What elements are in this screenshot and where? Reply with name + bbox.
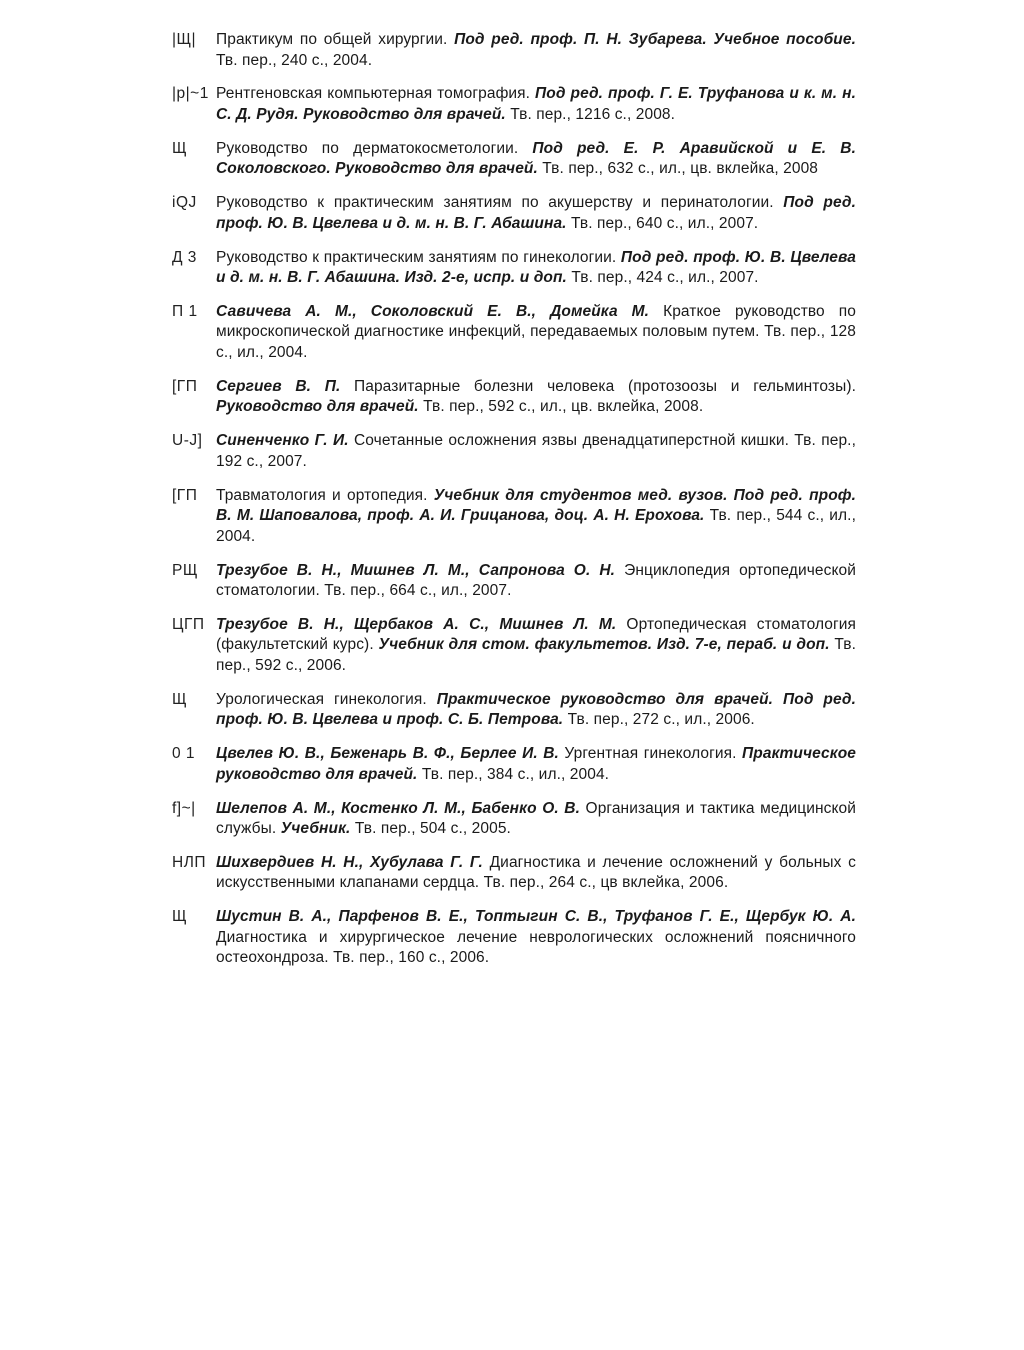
entry-text — [216, 615, 856, 677]
entry-plain-text: Организация и тактика медицинской службы. — [216, 799, 856, 838]
entry-text — [216, 302, 856, 364]
book-entry — [172, 486, 856, 548]
entry-plain-text: Травматология и ортопедия. — [216, 486, 434, 504]
entry-plain-text: Ортопедическая стоматология (факультетский курс). — [216, 615, 856, 654]
book-entry — [172, 302, 856, 364]
entry-plain-text: Тв. пер., 544 с., ил., 2004. — [216, 507, 856, 545]
entry-emphasis-text: Трезубое В. Н., Мишнев Л. М., Сапронова О. Н. — [216, 561, 616, 579]
entry-text — [216, 744, 856, 785]
entry-plain-text: Паразитарные болезни человека (протозоозы и гельминтозы). — [340, 377, 856, 395]
entry-plain-text: Тв. пер., 1216 с., 2008. — [505, 105, 676, 123]
entry-marker: [ГП — [172, 377, 198, 395]
entry-text — [216, 561, 856, 602]
entry-text — [216, 690, 856, 731]
entry-marker: ЦГП — [172, 615, 205, 633]
entry-text — [216, 248, 856, 289]
entry-plain-text: Энциклопедия ортопедической стоматологии. Тв. пер., 664 с., ил., 2007. — [216, 561, 856, 600]
entry-marker: Щ — [172, 908, 188, 926]
entry-plain-text: Рентгеновская компьютерная томография. — [216, 85, 536, 103]
entry-plain-text: Диагностика и хирургическое лечение неврологических осложнений поясничного остеохондроза. Тв. пер., 160 с., 2006. — [216, 928, 856, 967]
entry-plain-text: Диагностика и лечение осложнений у больных с искусственными клапанами сердца. Тв. пер., 264 с., цв вклейка, 2006. — [216, 853, 856, 892]
entry-text — [216, 431, 856, 472]
book-entry — [172, 744, 856, 785]
entry-plain-text: Тв. пер., 384 с., ил., 2004. — [417, 765, 610, 783]
entry-marker: U-J] — [172, 432, 203, 450]
book-entry — [172, 907, 856, 969]
entry-emphasis-text: Учебник для студентов мед. вузов. Под ред. проф. В. М. Шаповалова, проф. А. И. Грицанова, доц. А. Н. Ерохова. — [216, 486, 856, 525]
book-entry — [172, 248, 856, 289]
entry-text — [216, 377, 856, 418]
book-entry — [172, 30, 856, 71]
entry-text — [216, 799, 856, 840]
entry-plain-text: Ургентная гинекология. — [558, 745, 743, 763]
entry-emphasis-text: Шихвердиев Н. Н., Хубулава Г. Г. — [216, 853, 483, 871]
entry-marker: iQJ — [172, 194, 197, 212]
entry-text — [216, 84, 856, 125]
book-entry — [172, 799, 856, 840]
entry-marker: f]~| — [172, 799, 196, 817]
entry-emphasis-text: Под ред. проф. Г. Е. Труфанова и к. м. н. С. Д. Рудя. Руководство для врачей. — [216, 85, 856, 123]
entry-plain-text: Тв. пер., 240 с., 2004. — [216, 51, 373, 69]
entry-text — [216, 30, 856, 71]
entry-text — [216, 486, 856, 548]
entry-plain-text: Тв. пер., 272 с., ил., 2006. — [563, 711, 755, 729]
entry-marker: Щ — [172, 139, 188, 157]
entry-text — [216, 907, 856, 969]
entry-marker: РЩ — [172, 561, 198, 579]
entry-emphasis-text: Сергиев В. П. — [216, 377, 341, 395]
entry-plain-text: Практикум по общей хирургии. — [216, 31, 455, 48]
entry-plain-text: Тв. пер., 424 с., ил., 2007. — [566, 269, 759, 287]
entry-marker: |p|~1 — [172, 85, 209, 103]
entry-emphasis-text: Учебник для стом. факультетов. Изд. 7-е, пераб. и доп. — [378, 636, 830, 654]
entry-emphasis-text: Под ред. проф. П. Н. Зубарева. Учебное пособие. — [454, 31, 857, 48]
book-entry — [172, 139, 856, 180]
entry-plain-text: Руководство к практическим занятиям по акушерству и перинатологии. — [216, 194, 784, 212]
entry-marker: 0 1 — [172, 745, 196, 763]
entry-plain-text: Тв. пер., 640 с., ил., 2007. — [566, 214, 759, 232]
entry-marker: |Щ| — [172, 31, 197, 48]
entry-emphasis-text: Практическое руководство для врачей. — [216, 745, 856, 783]
entry-plain-text: Тв. пер., 504 с., 2005. — [350, 820, 511, 838]
entry-emphasis-text: Под ред. Е. Р. Аравийской и Е. В. Соколовского. Руководство для врачей. — [216, 139, 856, 178]
entry-plain-text: Тв. пер., 632 с., ил., цв. вклейка, 2008 — [537, 160, 819, 178]
entry-text — [216, 139, 856, 180]
entry-marker: НЛП — [172, 853, 207, 871]
entry-emphasis-text: Савичева А. М., Соколовский Е. В., Домейка М. — [216, 302, 650, 320]
entry-emphasis-text: Под ред. проф. Ю. В. Цвелева и д. м. н. В. Г. Абашина. — [216, 194, 856, 232]
entry-text — [216, 193, 856, 234]
entry-plain-text: Урологическая гинекология. — [216, 690, 437, 708]
entry-plain-text: Тв. пер., 592 с., ил., цв. вклейка, 2008. — [418, 398, 704, 416]
book-entry — [172, 431, 856, 472]
book-entry — [172, 615, 856, 677]
entry-plain-text: Руководство к практическим занятиям по гинекологии. — [216, 248, 621, 266]
entry-marker: Щ — [172, 690, 188, 708]
book-entry — [172, 690, 856, 731]
entry-marker: П 1 — [172, 302, 198, 320]
entry-emphasis-text: Трезубое В. Н., Щербаков А. С., Мишнев Л. М. — [216, 615, 617, 633]
entry-marker: Д 3 — [172, 248, 197, 266]
book-entry — [172, 377, 856, 418]
entry-plain-text: Руководство по дерматокосметологии. — [216, 139, 533, 157]
book-list — [172, 30, 856, 982]
book-entry — [172, 193, 856, 234]
entry-emphasis-text: Шустин В. А., Парфенов В. Е., Топтыгин С. В., Труфанов Г. Е., Щербук Ю. А. — [216, 908, 856, 926]
entry-emphasis-text: Под ред. проф. Ю. В. Цвелева и д. м. н. В. Г. Абашина. Изд. 2-е, испр. и доп. — [216, 248, 856, 287]
entry-emphasis-text: Шелепов А. М., Костенко Л. М., Бабенко О. В. — [216, 799, 580, 817]
entry-emphasis-text: Цвелев Ю. В., Беженарь В. Ф., Берлее И. В. — [216, 745, 559, 763]
entry-marker: [ГП — [172, 486, 198, 504]
book-entry — [172, 84, 856, 125]
entry-emphasis-text: Руководство для врачей. — [216, 398, 419, 416]
entry-text — [216, 853, 856, 894]
entry-plain-text: Сочетанные осложнения язвы двенадцатиперстной кишки. Тв. пер., 192 с., 2007. — [216, 432, 856, 470]
book-entry — [172, 561, 856, 602]
entry-plain-text: Тв. пер., 592 с., 2006. — [216, 636, 856, 674]
entry-emphasis-text: Синенченко Г. И. — [216, 432, 349, 450]
entry-emphasis-text: Учебник. — [280, 820, 351, 838]
book-entry — [172, 853, 856, 894]
entry-plain-text: Краткое руководство по микроскопической диагностике инфекций, передаваемых половым путем. Тв. пер., 128 с., ил., 2004. — [216, 302, 856, 361]
entry-emphasis-text: Практическое руководство для врачей. Под ред. проф. Ю. В. Цвелева и проф. С. Б. Петрова. — [216, 690, 856, 729]
